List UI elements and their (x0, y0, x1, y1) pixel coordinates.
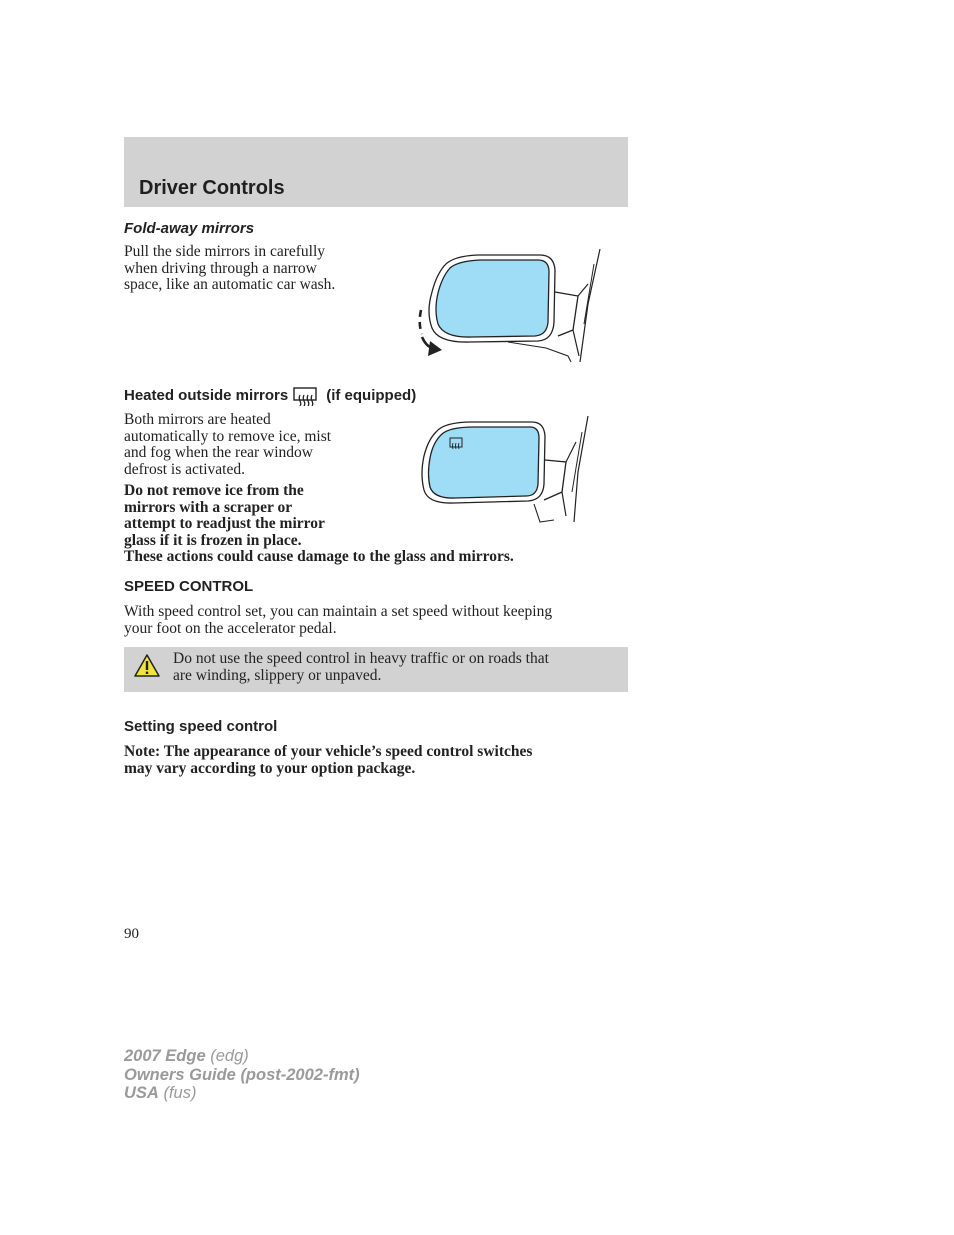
warning-text (173, 651, 618, 684)
text-line: These actions could cause damage to the glass and mirrors. (124, 548, 514, 565)
text-line: With speed control set, you can maintain a set speed without keeping (124, 603, 553, 620)
text-line: attempt to readjust the mirror (124, 515, 325, 532)
text-line: your foot on the accelerator pedal. (124, 619, 337, 637)
fold-away-mirror-illustration (408, 244, 608, 366)
text-line: and fog when the rear window (124, 444, 313, 461)
speed-control-note (124, 744, 532, 777)
text-line: Do not remove ice from the (124, 482, 304, 499)
text-line: Both mirrors are heated (124, 411, 271, 428)
section-header-band (124, 137, 628, 207)
speed-control-heading: SPEED CONTROL (124, 578, 254, 595)
footer-market-code: (fus) (163, 1084, 197, 1102)
text-line: automatically to remove ice, mist (124, 427, 332, 445)
text-line: mirrors with a scraper or (124, 498, 293, 516)
text-line: Do not use the speed control in heavy traffic or on roads that (173, 650, 549, 667)
heated-heading-main: Heated outside mirrors (124, 386, 289, 404)
heated-mirrors-text (124, 412, 331, 478)
text-line: Pull the side mirrors in carefully (124, 243, 326, 260)
setting-speed-control-heading: Setting speed control (124, 718, 278, 735)
rear-defrost-icon (292, 386, 318, 406)
page-number: 90 (124, 926, 139, 942)
speed-control-text (124, 604, 552, 637)
text-line: glass if it is frozen in place. (124, 531, 302, 549)
text-line: Note: The appearance of your vehicle’s speed control switches (124, 743, 533, 760)
text-line: space, like an automatic car wash. (124, 276, 336, 293)
heated-mirrors-heading (124, 386, 416, 406)
text-line: defrost is activated. (124, 460, 245, 478)
warning-triangle-icon (134, 653, 160, 679)
document-footer (124, 1047, 360, 1103)
text-line: when driving through a narrow (124, 259, 317, 277)
footer-guide: Owners Guide (post-2002-fmt) (124, 1065, 360, 1084)
footer-model-code: (edg) (210, 1047, 249, 1065)
heated-heading-suffix: (if equipped) (326, 386, 417, 404)
text-line: are winding, slippery or unpaved. (173, 666, 382, 684)
fold-away-heading: Fold-away mirrors (124, 220, 255, 237)
footer-market: USA (124, 1084, 159, 1102)
speed-control-warning (124, 647, 628, 692)
fold-away-text (124, 244, 335, 294)
footer-model: 2007 Edge (124, 1047, 206, 1065)
heated-mirror-illustration (414, 412, 596, 530)
text-line: may vary according to your option package. (124, 759, 416, 777)
section-title: Driver Controls (139, 177, 285, 199)
